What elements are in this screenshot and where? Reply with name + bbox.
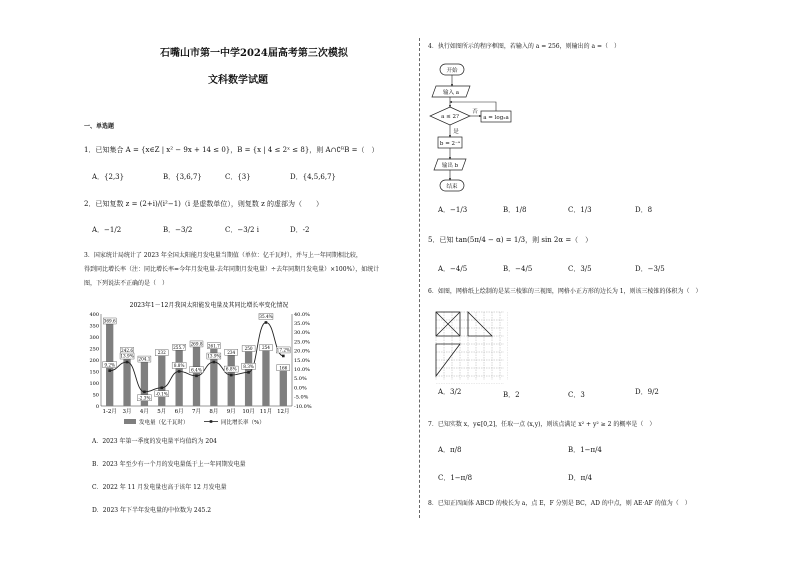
rate-data-label: 9.2% — [104, 362, 116, 368]
subject-title: 文科数学试题 — [208, 75, 268, 86]
bar — [280, 368, 287, 406]
q1-option-c: C．{3} — [225, 173, 251, 181]
left-tick-label: 400 — [89, 311, 99, 318]
growth-rate-point — [160, 386, 163, 389]
bar-data-label: 204.1 — [138, 356, 151, 362]
chart-title: 2023年1－12月我国太阳能发电量及其同比增长率变化情况 — [129, 302, 289, 309]
right-tick-label: -10.0% — [294, 403, 312, 410]
legend-bar-swatch — [124, 419, 136, 424]
bar-data-label: 269.8 — [190, 341, 203, 347]
growth-rate-point — [282, 355, 285, 358]
rate-data-label: -0.1% — [155, 391, 168, 397]
q2-option-a: A．−1/2 — [92, 226, 122, 234]
right-tick-label: 40.0% — [294, 311, 310, 318]
left-tick-label: 50 — [92, 392, 99, 399]
right-tick-label: -5.0% — [294, 394, 309, 401]
flow-output-label: 输出 b — [441, 163, 459, 169]
q4-option-b: B．1/8 — [503, 206, 527, 214]
bar-data-label: 232 — [157, 350, 166, 356]
q7-stem: 7．已知实数 x，y∈[0,2]，任取一点 (x,y)，则该点满足 x² + y² ≥ 2 的概率是（ ） — [428, 421, 656, 428]
x-tick-label: 3月 — [122, 409, 132, 415]
q8-stem: 8．已知正四面体 ABCD 的棱长为 a，点 E，F 分别是 BC，AD 的中点，则 AE·AF 的值为（ ） — [428, 500, 691, 507]
q2-stem: 2．已知复数 z = (2+i)/(i²−1)（i 是虚数单位），则复数 z 的虚部为（ ） — [84, 200, 323, 208]
rate-data-label: -2.3% — [138, 395, 151, 401]
x-tick-label: 6月 — [174, 409, 184, 415]
q6-option-a: A．3/2 — [438, 388, 462, 396]
x-tick-label: 5月 — [157, 409, 167, 415]
rate-data-label: 35.4% — [259, 314, 273, 320]
growth-rate-point — [213, 361, 216, 364]
bar — [158, 353, 165, 406]
bar-data-label: 166 — [279, 365, 288, 371]
growth-rate-point — [230, 374, 233, 377]
q3-stem-line1: 3．国家统计局统计了 2023 年全国太阳能月发电量当期值（单位：亿千瓦时），并与上一年同期相比较， — [84, 252, 362, 259]
right-tick-label: 25.0% — [294, 339, 310, 346]
growth-rate-point — [108, 369, 111, 372]
legend-bar-label: 发电量（亿千瓦时） — [139, 420, 189, 426]
left-tick-label: 250 — [89, 346, 99, 353]
q3-stem-line2: 得到同比增长率（注：同比增长率=今年月发电量-去年同期月发电量）÷去年同期月发电量）×100%），如统计 — [84, 266, 380, 273]
x-tick-label: 4月 — [139, 409, 149, 415]
q7-option-b: B．1−π/4 — [568, 446, 602, 454]
q3-stem-line3: 图，下列说法不正确的是（ ） — [84, 280, 169, 287]
q3-option-c: C．2022 年 11 月发电量也高于该年 12 月发电量 — [92, 484, 227, 491]
bar — [245, 349, 252, 407]
right-tick-label: 35.0% — [294, 321, 310, 327]
q1-option-a: A．{2,3} — [92, 173, 125, 181]
legend-line-label: 同比增长率（%） — [221, 420, 265, 426]
left-tick-label: 300 — [89, 334, 99, 341]
rate-data-label: 6.4% — [191, 367, 202, 373]
x-tick-label: 9月 — [226, 409, 236, 415]
growth-rate-point — [247, 371, 250, 374]
q5-stem: 5．已知 tan(5π/4 − α) = 1/3，则 sin 2α =（ ） — [428, 236, 593, 244]
flow-input-label: 输入 a — [442, 90, 460, 96]
q1-stem: 1．已知集合 A = {x∈Z | x² − 9x + 14 ≤ 0}，B = {x | 4 ≤ 2ˣ ≤ 8}，则 A∩∁ᴿB =（ ） — [84, 146, 379, 154]
q6-stem: 6．如图，网格纸上绘制的是某三棱锥的三视图，网格小正方形的边长为 1，则该三棱锥的体积为（ ） — [428, 288, 702, 295]
q3-option-b: B．2023 年至少有一个月的发电量低于上一年同期发电量 — [92, 461, 246, 468]
rate-data-label: 13.9% — [120, 353, 134, 359]
x-tick-label: 7月 — [192, 409, 201, 415]
left-tick-label: 350 — [89, 323, 99, 330]
q3-option-a: A．2023 年第一季度的发电量平均值约为 204 — [92, 438, 217, 445]
section-label: 一、单选题 — [84, 123, 115, 130]
x-tick-label: 12月 — [277, 409, 290, 415]
q1-option-b: B．{3,6,7} — [163, 173, 202, 181]
bar-data-label: 369.6 — [103, 318, 116, 324]
bar-data-label: 234 — [227, 349, 236, 355]
three-view-grid — [432, 308, 508, 384]
left-tick-label: 100 — [89, 380, 99, 387]
right-tick-label: 15.0% — [294, 357, 310, 364]
q4-option-d: D．8 — [635, 206, 653, 214]
right-tick-label: 0.0% — [294, 385, 307, 392]
flow-yes-label: 是 — [453, 129, 459, 135]
left-tick-label: 150 — [89, 369, 99, 376]
q7-option-d: D．π/4 — [568, 474, 593, 482]
flow-no-label: 否 — [472, 109, 478, 115]
growth-rate-point — [178, 370, 181, 373]
column-divider — [419, 38, 420, 518]
growth-rate-point — [265, 321, 268, 324]
x-tick-label: 11月 — [259, 409, 273, 415]
right-tick-label: 5.0% — [294, 376, 307, 383]
bar-data-label: 254 — [261, 345, 270, 351]
bar-data-label: 250 — [244, 346, 253, 352]
q7-option-a: A．π/8 — [438, 446, 462, 454]
school-title: 石嘴山市第一中学2024届高考第三次模拟 — [160, 48, 348, 59]
flow-log-label: a = log₂a — [483, 115, 509, 121]
q5-option-b: B．−4/5 — [503, 265, 533, 273]
q5-option-d: D．−3/5 — [635, 265, 665, 273]
flow-b-label: b = 2⁻ᵃ — [439, 141, 461, 147]
bar-data-label: 261.7 — [207, 343, 220, 349]
q2-option-b: B．−3/2 — [163, 226, 193, 234]
x-tick-label: 8月 — [209, 409, 219, 415]
flow-cond-label: a ≤ 2? — [441, 114, 459, 120]
right-tick-label: 30.0% — [294, 330, 310, 337]
rate-data-label: 8.8% — [173, 363, 185, 369]
q5-option-c: C．3/5 — [568, 265, 592, 273]
q2-option-d: D．-2 — [290, 226, 310, 234]
q6-option-d: D．9/2 — [635, 388, 659, 396]
q2-option-c: C．−3/2 i — [225, 226, 259, 234]
q5-option-a: A．−4/5 — [438, 265, 468, 273]
left-tick-label: 0 — [95, 403, 99, 410]
growth-rate-point — [126, 361, 129, 364]
rate-data-label: 17.2% — [276, 347, 290, 353]
flow-start-label: 开始 — [446, 68, 458, 74]
q6-option-b: B．2 — [503, 391, 520, 399]
q4-option-a: A．−1/3 — [438, 206, 468, 214]
rate-data-label: 13.9% — [207, 353, 221, 359]
rate-data-label: 8.3% — [243, 363, 254, 369]
program-flowchart — [428, 60, 538, 195]
q6-option-c: C．3 — [568, 391, 585, 399]
bar-data-label: 255.7 — [173, 344, 186, 350]
x-tick-label: 1-2月 — [102, 409, 117, 415]
bar — [175, 347, 182, 406]
growth-rate-point — [195, 375, 198, 378]
left-tick-label: 200 — [89, 357, 99, 364]
bar — [262, 348, 269, 406]
q3-option-d: D．2023 年下半年发电量的中位数为 245.2 — [92, 507, 212, 514]
q1-option-d: D．{4,5,6,7} — [290, 173, 337, 181]
right-tick-label: 20.0% — [294, 348, 310, 355]
rate-data-label: 6.8% — [225, 366, 237, 372]
flow-end-label: 结束 — [446, 184, 458, 190]
q4-stem: 4．执行如图所示的程序框图，若输入的 a = 256，则输出的 a =（ ） — [428, 43, 621, 50]
q7-option-c: C．1−π/8 — [438, 474, 473, 482]
legend-line-marker — [210, 420, 213, 423]
growth-rate-point — [143, 391, 146, 394]
bar-data-label: 242.6 — [121, 347, 134, 353]
solar-power-chart — [84, 298, 334, 432]
right-tick-label: 10.0% — [294, 367, 310, 373]
x-tick-label: 10月 — [242, 409, 255, 415]
q4-option-c: C．1/3 — [568, 206, 592, 214]
